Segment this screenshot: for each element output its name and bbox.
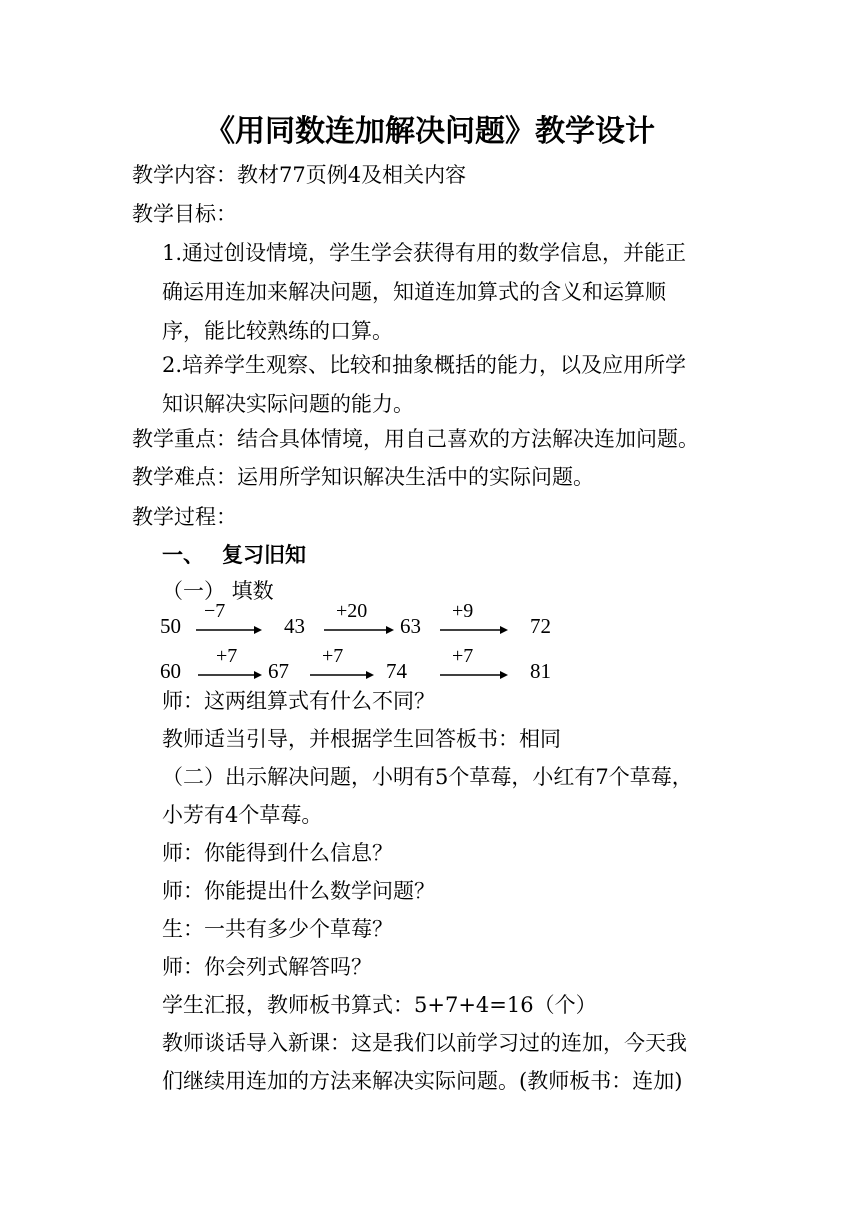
arrow-icon (196, 624, 262, 636)
teacher-question-1: 师：这两组算式有什么不同？ (162, 689, 435, 713)
sequence-2-operation-1: +7 (216, 645, 238, 667)
sequence-1-operation-2: +20 (336, 600, 368, 622)
sequence-1-number-1: 50 (160, 614, 181, 638)
section-1-title: 复习旧知 (222, 543, 306, 567)
part-2-line-1: （二）出示解决问题，小明有5个草莓，小红有7个草莓， (162, 765, 693, 789)
process-heading: 教学过程： (132, 505, 237, 529)
sequence-1-number-4: 72 (530, 614, 551, 638)
sequence-1-number-2: 43 (284, 614, 305, 638)
arrow-icon (440, 624, 508, 636)
student-answer: 生：一共有多少个草莓？ (162, 917, 393, 941)
part-2-line-2: 小芳有4个草莓。 (162, 803, 323, 827)
teacher-question-4: 师：你会列式解答吗？ (162, 955, 372, 979)
teacher-question-2: 师：你能得到什么信息？ (162, 841, 393, 865)
sequence-1-number-3: 63 (400, 614, 421, 638)
objective-2-line-1: 2.培养学生观察、比较和抽象概括的能力，以及应用所学 (162, 353, 687, 377)
sequence-2-number-2: 67 (268, 659, 289, 683)
intro-line-2: 们继续用连加的方法来解决实际问题。(教师板书：连加) (162, 1069, 683, 1093)
objective-1-line-3: 序，能比较熟练的口算。 (162, 319, 393, 343)
difficulty-point: 教学难点：运用所学知识解决生活中的实际问题。 (132, 465, 594, 489)
sequence-2-operation-2: +7 (322, 645, 344, 667)
document-title: 《用同数连加解决问题》教学设计 (205, 114, 655, 149)
section-1-heading (162, 540, 306, 570)
arrow-icon (198, 669, 262, 681)
sequence-2-operation-3: +7 (452, 645, 474, 667)
objective-1-line-1: 1.通过创设情境，学生学会获得有用的数学信息，并能正 (162, 241, 687, 265)
key-point: 教学重点：结合具体情境，用自己喜欢的方法解决连加问题。 (132, 427, 699, 451)
sequence-2-number-1: 60 (160, 659, 181, 683)
teacher-guidance: 教师适当引导，并根据学生回答板书：相同 (162, 727, 561, 751)
section-1-number: 一、 (162, 543, 204, 567)
sequence-2-number-3: 74 (386, 659, 407, 683)
student-report: 学生汇报，教师板书算式：5+7+4=16（个） (162, 993, 597, 1017)
arrow-icon (440, 669, 508, 681)
intro-line-1: 教师谈话导入新课：这是我们以前学习过的连加，今天我 (162, 1031, 687, 1055)
sequence-1-operation-3: +9 (452, 600, 474, 622)
teaching-content: 教学内容：教材77页例4及相关内容 (132, 163, 467, 187)
part-1-heading: （一） 填数 (162, 579, 274, 603)
objective-1-line-2: 确运用连加来解决问题，知道连加算式的含义和运算顺 (162, 280, 666, 304)
sequence-1-operation-1: −7 (204, 600, 226, 622)
number-sequence-2 (160, 645, 580, 685)
number-sequence-1 (160, 600, 580, 640)
objectives-heading: 教学目标： (132, 202, 237, 226)
objective-2-line-2: 知识解决实际问题的能力。 (162, 392, 414, 416)
sequence-2-number-4: 81 (530, 659, 551, 683)
teacher-question-3: 师：你能提出什么数学问题？ (162, 879, 435, 903)
arrow-icon (310, 669, 374, 681)
arrow-icon (324, 624, 394, 636)
